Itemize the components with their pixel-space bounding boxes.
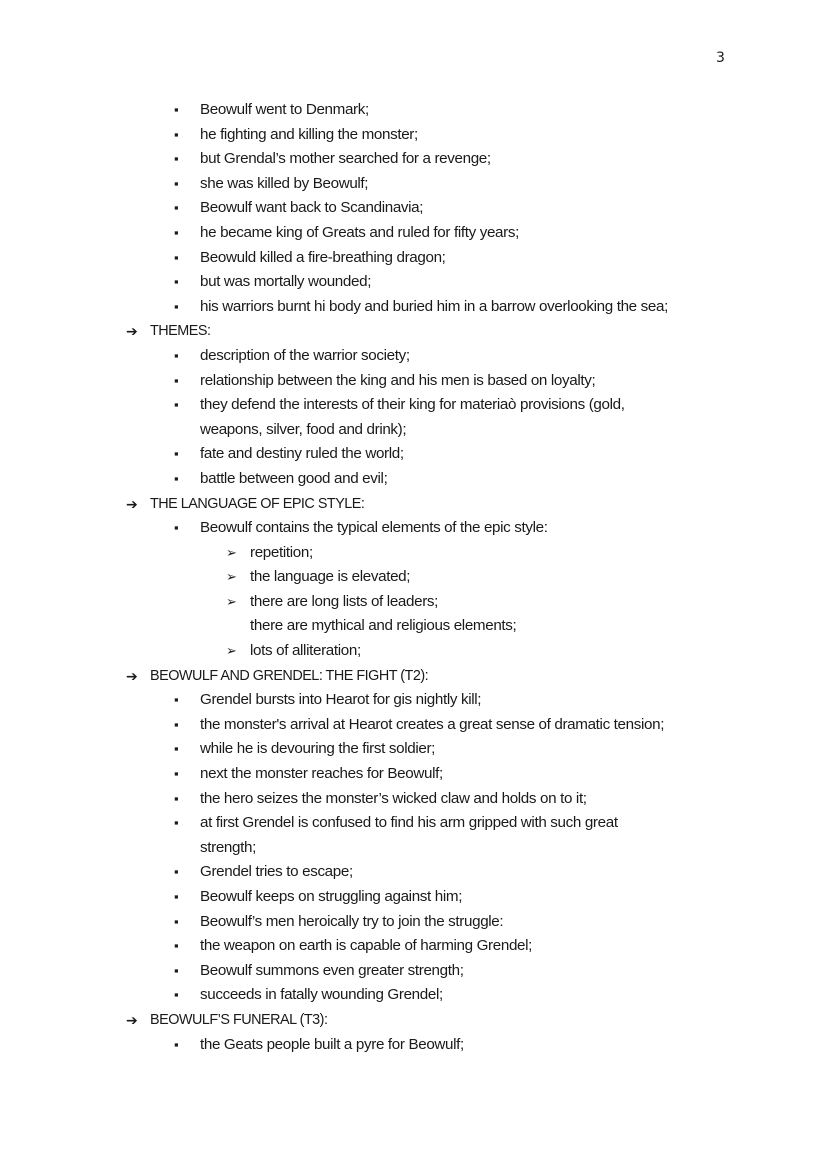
list-item	[0, 123, 828, 148]
list-item	[0, 860, 828, 885]
bullet-icon: ▪	[174, 938, 179, 954]
list-item	[0, 270, 828, 295]
page-number: 3	[716, 50, 725, 66]
list-item-text: he fighting and killing the monster;	[200, 125, 418, 143]
list-item	[0, 221, 828, 246]
sub-list-item-text: the language is elevated;	[250, 568, 411, 586]
list-item-text: fate and destiny ruled the world;	[200, 445, 404, 463]
arrow-icon: ➔	[126, 323, 138, 340]
arrow-icon: ➔	[126, 495, 138, 512]
list-item-text: Beowulf went to Denmark;	[200, 101, 369, 118]
list-item	[0, 393, 828, 418]
bullet-icon: ▪	[174, 249, 179, 265]
list-item-text: his warriors burnt hi body and buried him in a barrow overlooking the sea;	[200, 297, 668, 315]
list-item-text: they defend the interests of their king for materiaò provisions (gold,	[200, 396, 625, 414]
heading-text: THEMES:	[150, 323, 211, 340]
list-item-continuation	[0, 418, 828, 443]
sub-list-item	[0, 541, 828, 566]
list-item	[0, 983, 828, 1008]
list-item	[0, 1033, 828, 1058]
bullet-icon: ▪	[174, 151, 179, 167]
list-item-text: she was killed by Beowulf;	[200, 174, 369, 192]
bullet-icon: ▪	[174, 962, 179, 978]
list-item-text: the weapon on earth is capable of harming Grendel;	[200, 937, 533, 955]
list-item	[0, 959, 828, 984]
list-item	[0, 442, 828, 467]
bullet-icon: ▪	[174, 790, 179, 806]
bullet-icon: ▪	[174, 200, 179, 216]
list-item	[0, 737, 828, 762]
sub-arrow-icon: ➢	[226, 569, 237, 585]
bullet-icon: ▪	[174, 347, 179, 363]
sub-list-item-text: there are long lists of leaders;	[250, 592, 439, 610]
list-item-text: Grendel bursts into Hearot for gis nightly kill;	[200, 691, 482, 709]
list-item-text: Beowulf keeps on struggling against him;	[200, 888, 463, 905]
list-item	[0, 467, 828, 492]
list-item-continuation	[0, 836, 828, 861]
list-item	[0, 762, 828, 787]
sub-arrow-icon: ➢	[226, 643, 237, 659]
list-item	[0, 98, 828, 123]
list-item	[0, 516, 828, 541]
sub-arrow-icon: ➢	[226, 544, 237, 560]
heading-text: BEOWULF’S FUNERAL (T3):	[150, 1011, 328, 1028]
list-item	[0, 811, 828, 836]
sub-list-item-text: lots of alliteration;	[250, 642, 361, 660]
list-item-text: Grendel tries to escape;	[200, 863, 353, 881]
list-item-text: at first Grendel is confused to find his arm gripped with such great	[200, 814, 618, 832]
list-item	[0, 147, 828, 172]
list-item-text: Beowulf summons even greater strength;	[200, 961, 464, 979]
bullet-icon: ▪	[174, 987, 179, 1003]
list-item-text: description of the warrior society;	[200, 346, 410, 364]
list-item	[0, 369, 828, 394]
sub-list-item	[0, 565, 828, 590]
bullet-icon: ▪	[174, 864, 179, 880]
list-item-text: battle between good and evil;	[200, 469, 388, 487]
list-item-text: weapons, silver, food and drink);	[200, 420, 407, 438]
list-item-text: while he is devouring the first soldier;	[200, 740, 436, 758]
heading-text: THE LANGUAGE OF EPIC STYLE:	[150, 495, 365, 512]
list-item-text: relationship between the king and his men is based on loyalty;	[200, 371, 596, 389]
list-item	[0, 910, 828, 935]
sub-list-item-continuation	[0, 614, 828, 639]
bullet-icon: ▪	[174, 520, 179, 536]
list-item	[0, 787, 828, 812]
list-item	[0, 295, 828, 320]
section-heading-epic-style	[0, 492, 828, 517]
bullet-icon: ▪	[174, 298, 179, 314]
list-item-text: the monster's arrival at Hearot creates a great sense of dramatic tension;	[200, 715, 665, 733]
arrow-icon: ➔	[126, 1011, 138, 1028]
bullet-icon: ▪	[174, 102, 179, 117]
heading-text: BEOWULF AND GRENDEL: THE FIGHT (T2):	[150, 667, 429, 684]
bullet-icon: ▪	[174, 175, 179, 191]
document-body	[0, 98, 828, 1057]
list-item	[0, 196, 828, 221]
list-item-text: Beowulf’s men heroically try to join the struggle:	[200, 912, 504, 930]
list-item-text: but was mortally wounded;	[200, 273, 372, 291]
bullet-icon: ▪	[174, 766, 179, 782]
bullet-icon: ▪	[174, 741, 179, 757]
list-item	[0, 246, 828, 271]
sub-list-item-text: there are mythical and religious elements;	[250, 617, 517, 635]
section-heading-themes	[0, 319, 828, 344]
section-heading-funeral	[0, 1008, 828, 1033]
list-item	[0, 934, 828, 959]
bullet-icon: ▪	[174, 446, 179, 462]
list-item-text: next the monster reaches for Beowulf;	[200, 765, 443, 783]
list-item	[0, 172, 828, 197]
bullet-icon: ▪	[174, 692, 179, 708]
list-item	[0, 713, 828, 738]
list-item-text: succeeds in fatally wounding Grendel;	[200, 986, 443, 1004]
section-heading-fight	[0, 664, 828, 689]
bullet-icon: ▪	[174, 372, 179, 388]
sub-arrow-icon: ➢	[226, 593, 237, 609]
bullet-icon: ▪	[174, 470, 179, 486]
bullet-icon: ▪	[174, 126, 179, 142]
list-item-text: Beowulf contains the typical elements of the epic style:	[200, 519, 548, 537]
sub-list-item-text: repetition;	[250, 543, 313, 561]
list-item-text: Beowulf want back to Scandinavia;	[200, 199, 424, 217]
list-item-text: strength;	[200, 838, 256, 856]
bullet-icon: ▪	[174, 224, 179, 240]
bullet-icon: ▪	[174, 716, 179, 732]
arrow-icon: ➔	[126, 667, 138, 684]
bullet-icon: ▪	[174, 889, 179, 904]
bullet-icon: ▪	[174, 1036, 179, 1052]
bullet-icon: ▪	[174, 913, 179, 929]
list-item-text: the Geats people built a pyre for Beowulf;	[200, 1035, 464, 1053]
sub-list-item	[0, 590, 828, 615]
list-item-text: the hero seizes the monster’s wicked claw and holds on to it;	[200, 789, 587, 807]
bullet-icon: ▪	[174, 815, 179, 831]
bullet-icon: ▪	[174, 397, 179, 413]
list-item-text: Beowuld killed a fire-breathing dragon;	[200, 248, 446, 266]
list-item	[0, 688, 828, 713]
sub-list-item	[0, 639, 828, 664]
list-item	[0, 885, 828, 910]
list-item-text: he became king of Greats and ruled for fifty years;	[200, 223, 519, 241]
bullet-icon: ▪	[174, 274, 179, 290]
list-item	[0, 344, 828, 369]
list-item-text: but Grendal’s mother searched for a revenge;	[200, 150, 491, 168]
